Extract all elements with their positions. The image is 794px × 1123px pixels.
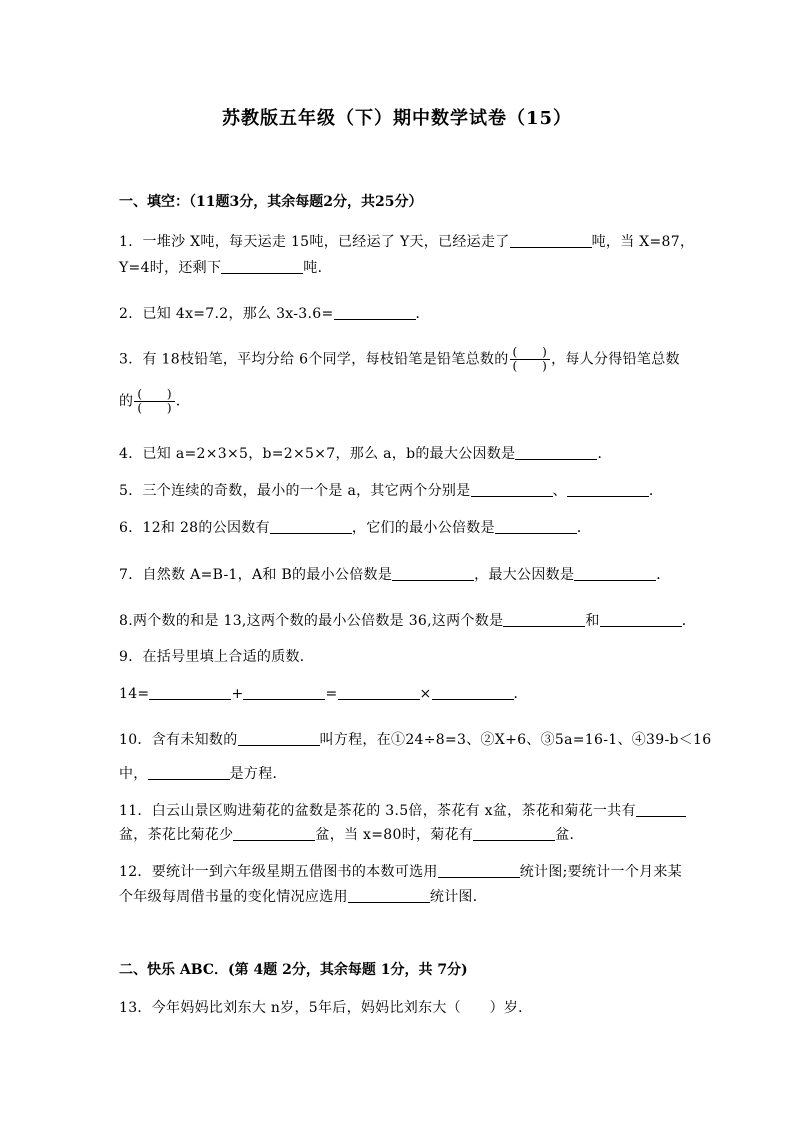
fraction-numerator: ( ) xyxy=(510,346,551,360)
q10-text-c: 中， xyxy=(119,766,148,782)
q3-text-b: ，每人分得铅笔总数 xyxy=(551,351,680,368)
answer-blank[interactable] xyxy=(432,685,514,700)
q7-text-a: 7．自然数 A=B-1，A和 B的最小公倍数是 xyxy=(119,567,393,583)
q12-text-b: 统计图;要统计一个月来某 xyxy=(519,864,683,880)
period: ． xyxy=(656,567,671,583)
equals-sign: = xyxy=(325,686,338,702)
q10-text-d: 是方程． xyxy=(229,766,287,782)
q3-text-c: 的 xyxy=(119,393,134,410)
q9-lhs: 14= xyxy=(119,686,150,702)
q12-text-c: 个年级每周借书量的变化情况应选用 xyxy=(119,889,348,905)
answer-blank[interactable] xyxy=(636,802,686,817)
question-9 xyxy=(119,646,314,666)
answer-blank[interactable] xyxy=(233,826,315,841)
period: ． xyxy=(175,393,191,410)
period: ． xyxy=(681,613,697,629)
question-7 xyxy=(119,564,671,584)
period: ． xyxy=(648,483,664,499)
q9-text: 9．在括号里填上合适的质数． xyxy=(119,649,315,665)
q10-text-a: 10．含有未知数的 xyxy=(119,732,238,748)
fraction-blank[interactable] xyxy=(134,388,175,415)
answer-blank[interactable] xyxy=(495,519,577,534)
question-4 xyxy=(119,443,612,463)
period: ． xyxy=(415,306,430,322)
answer-blank[interactable] xyxy=(148,765,230,780)
question-12-line-1 xyxy=(119,861,682,881)
period: ． xyxy=(597,446,612,462)
answer-blank[interactable] xyxy=(270,519,352,534)
fraction-numerator: ( ) xyxy=(134,388,175,402)
question-10-line-2 xyxy=(119,763,287,783)
q2-text: 2．已知 4x=7.2，那么 3x-3.6= xyxy=(119,306,334,322)
answer-blank[interactable] xyxy=(438,863,520,878)
question-12-line-2 xyxy=(119,886,487,906)
q11-text-c: 盆，当 x=80时，菊花有 xyxy=(315,827,474,843)
question-5 xyxy=(119,480,663,500)
question-1-line-1 xyxy=(119,231,694,251)
period: ． xyxy=(576,520,592,536)
q11-text-d: 盆． xyxy=(555,827,584,843)
question-11-line-1 xyxy=(119,800,686,820)
fraction-blank[interactable] xyxy=(510,346,551,373)
answer-blank[interactable] xyxy=(238,731,320,746)
q1-text-b: 吨，当 X=87， xyxy=(591,234,695,250)
section-1-heading: 一、填空：（11题3分，其余每题2分，共25分） xyxy=(119,194,423,210)
period: ． xyxy=(513,686,528,702)
q7-text-b: ，最大公因数是 xyxy=(474,567,575,583)
q5-text: 5．三个连续的奇数，最小的一个是 a，其它两个分别是 xyxy=(119,483,471,499)
q1-text-c: Y=4时，还剩下 xyxy=(119,260,222,276)
answer-blank[interactable] xyxy=(348,888,430,903)
answer-blank[interactable] xyxy=(515,445,597,460)
question-9-equation xyxy=(119,683,528,703)
times-sign: × xyxy=(419,686,432,702)
fraction-denominator: ( ) xyxy=(137,401,172,415)
q1-text-a: 1．一堆沙 X吨，每天运走 15吨，已经运了 Y天，已经运走了 xyxy=(119,234,510,250)
page-title: 苏教版五年级（下）期中数学试卷（15） xyxy=(221,108,573,129)
q6-text-a: 6．12和 28的公因数有 xyxy=(119,520,270,536)
question-11-line-2 xyxy=(119,824,584,844)
answer-blank[interactable] xyxy=(503,612,585,627)
answer-blank[interactable] xyxy=(392,566,474,581)
q3-text-a: 3．有 18枝铅笔，平均分给 6个同学，每枝铅笔是铅笔总数的 xyxy=(119,351,509,368)
plus-sign: + xyxy=(231,686,244,702)
answer-blank[interactable] xyxy=(334,305,416,320)
question-13 xyxy=(119,997,533,1017)
answer-blank[interactable] xyxy=(473,826,555,841)
q11-text-b: 盆，茶花比菊花少 xyxy=(119,827,234,843)
q12-text-d: 统计图． xyxy=(429,889,488,905)
answer-blank[interactable] xyxy=(243,685,325,700)
answer-blank[interactable] xyxy=(567,482,649,497)
q6-text-b: ，它们的最小公倍数是 xyxy=(351,520,495,536)
answer-blank[interactable] xyxy=(338,685,420,700)
question-1-line-2 xyxy=(119,257,332,277)
question-2 xyxy=(119,303,430,323)
question-6 xyxy=(119,517,591,537)
question-10-line-1 xyxy=(119,729,711,749)
answer-blank[interactable] xyxy=(471,482,553,497)
fraction-denominator: ( ) xyxy=(512,359,548,373)
q11-text-a: 11．白云山景区购进菊花的盆数是茶花的 3.5倍，茶花有 x盆，茶花和菊花一共有 xyxy=(119,803,636,819)
answer-blank[interactable] xyxy=(221,259,303,274)
separator: 、 xyxy=(552,483,567,499)
q10-text-b: 叫方程，在①24÷8=3、②X+6、③5a=16-1、④39-b＜16 xyxy=(319,732,712,748)
question-3-line-1 xyxy=(119,346,680,373)
question-8 xyxy=(119,610,696,630)
q12-text-a: 12．要统计一到六年级星期五借图书的本数可选用 xyxy=(119,864,438,880)
answer-blank[interactable] xyxy=(600,612,682,627)
section-2-heading: 二、快乐 ABC．(第 4题 2分，其余每题 1分，共 7分) xyxy=(119,962,468,978)
answer-blank[interactable] xyxy=(574,566,656,581)
answer-blank[interactable] xyxy=(149,685,231,700)
q8-text-b: 和 xyxy=(585,613,600,629)
question-3-line-2 xyxy=(119,388,190,415)
q8-text-a: 8.两个数的和是 13,这两个数的最小公倍数是 36,这两个数是 xyxy=(119,613,504,629)
q13-text: 13．今年妈妈比刘东大 n岁，5年后，妈妈比刘东大（ ）岁． xyxy=(119,1000,533,1016)
q1-text-d: 吨． xyxy=(303,260,332,276)
q4-text: 4．已知 a=2×3×5，b=2×5×7，那么 a，b的最大公因数是 xyxy=(119,446,516,462)
answer-blank[interactable] xyxy=(510,233,592,248)
